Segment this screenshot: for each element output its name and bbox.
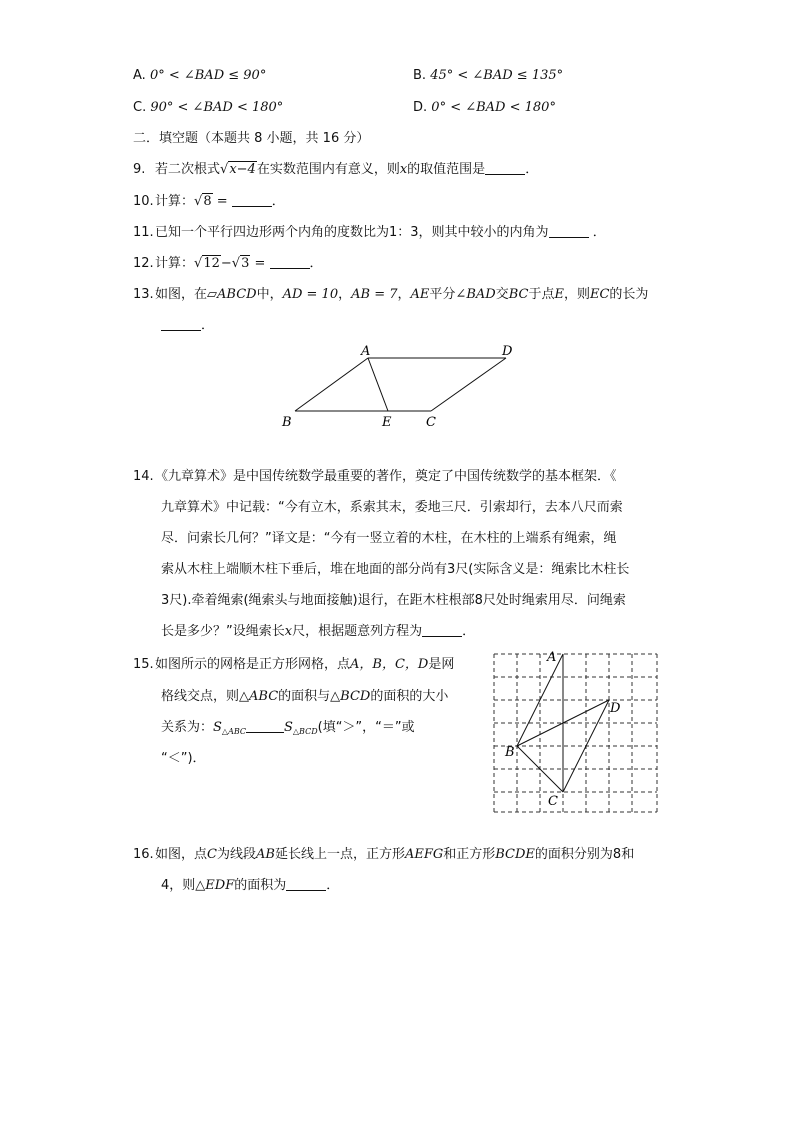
label-d: D xyxy=(610,701,621,716)
label-a: A xyxy=(547,650,557,665)
answer-blank xyxy=(422,624,462,637)
parallelogram-figure xyxy=(278,340,518,435)
option-d: D. 0° < ∠BAD < 180° xyxy=(413,100,556,115)
question-12: 12.计算：√12−√3 = ． xyxy=(133,256,323,271)
question-16: 16.如图，点C为线段AB延长线上一点，正方形AEFG和正方形BCDE的面积分别为8和 xyxy=(133,847,635,862)
segment-ab xyxy=(295,358,368,411)
answer-blank xyxy=(270,256,310,269)
label-c: C xyxy=(548,794,558,809)
section-title: 二．填空题（本题共 8 小题，共 16 分） xyxy=(133,131,370,146)
answer-blank xyxy=(549,225,589,238)
option-b-expr: 45° < ∠BAD ≤ 135° xyxy=(430,68,564,83)
label-a: A xyxy=(361,344,371,359)
answer-blank xyxy=(286,878,326,891)
question-9: 9. 若二次根式√x−4在实数范围内有意义，则x的取值范围是 ． xyxy=(133,162,539,177)
segment-cd xyxy=(431,358,506,411)
label-d: D xyxy=(502,344,513,359)
question-10: 10.计算：√8 = ． xyxy=(133,194,285,209)
question-15-line2: 格线交点，则△ABC的面积与△BCD的面积的大小 xyxy=(161,689,449,704)
label-b: B xyxy=(505,745,515,760)
option-b: B. 45° < ∠BAD ≤ 135° xyxy=(413,68,564,83)
option-c: C. 90° < ∠BAD < 180° xyxy=(133,100,284,115)
question-14-line6: 长是多少？”设绳索长x尺，根据题意列方程为 ． xyxy=(161,624,476,639)
question-14-line2: 九章算术》中记载：“今有立木，系索其末，委地三尺．引索却行，去本八尺而索 xyxy=(161,500,623,515)
option-a: A. 0° < ∠BAD ≤ 90° xyxy=(133,68,267,83)
label-b: B xyxy=(282,415,292,430)
question-14-line4: 索从木柱上端顺木柱下垂后，堆在地面的部分尚有3尺(实际含义是：绳索比木柱长 xyxy=(161,562,630,577)
answer-blank xyxy=(485,162,525,175)
option-c-expr: 90° < ∠BAD < 180° xyxy=(150,100,284,115)
question-14-line3: 尽．问索长几何？”译文是：“今有一竖立着的木柱，在木柱的上端系有绳索，绳 xyxy=(161,531,617,546)
option-a-expr: 0° < ∠BAD ≤ 90° xyxy=(149,68,267,83)
question-15: 15.如图所示的网格是正方形网格，点A，B，C，D是网 xyxy=(133,657,455,672)
answer-blank xyxy=(232,194,272,207)
label-c: C xyxy=(426,415,436,430)
segment-ae xyxy=(368,358,388,411)
question-13-line2: ． xyxy=(161,318,214,334)
question-16-line2: 4，则△EDF的面积为 ． xyxy=(161,878,340,893)
answer-blank xyxy=(161,318,201,331)
question-15-line3: 关系为：$S_{\triangle ABC}$ $S_{\triangle BCD}$(填“＞”，“＝”或 xyxy=(161,720,415,736)
question-14-line5: 3尺).牵着绳索(绳索头与地面接触)退行，在距木柱根部8尺处时绳索用尽．问绳索 xyxy=(161,593,626,608)
answer-blank xyxy=(246,720,284,733)
grid-figure xyxy=(488,648,664,820)
option-d-expr: 0° < ∠BAD < 180° xyxy=(431,100,556,115)
label-e: E xyxy=(382,415,392,430)
question-15-line4: “＜”)． xyxy=(161,751,206,766)
question-14: 14.《九章算术》是中国传统数学最重要的著作，奠定了中国传统数学的基本框架．《 xyxy=(133,469,617,484)
question-11: 11.已知一个平行四边形两个内角的度数比为1：3，则其中较小的内角为 ． xyxy=(133,225,606,240)
question-13: 13.如图，在▱ABCD中，AD = 10，AB = 7，AE平分∠BAD交BC于点E，则EC的长为 xyxy=(133,287,649,302)
